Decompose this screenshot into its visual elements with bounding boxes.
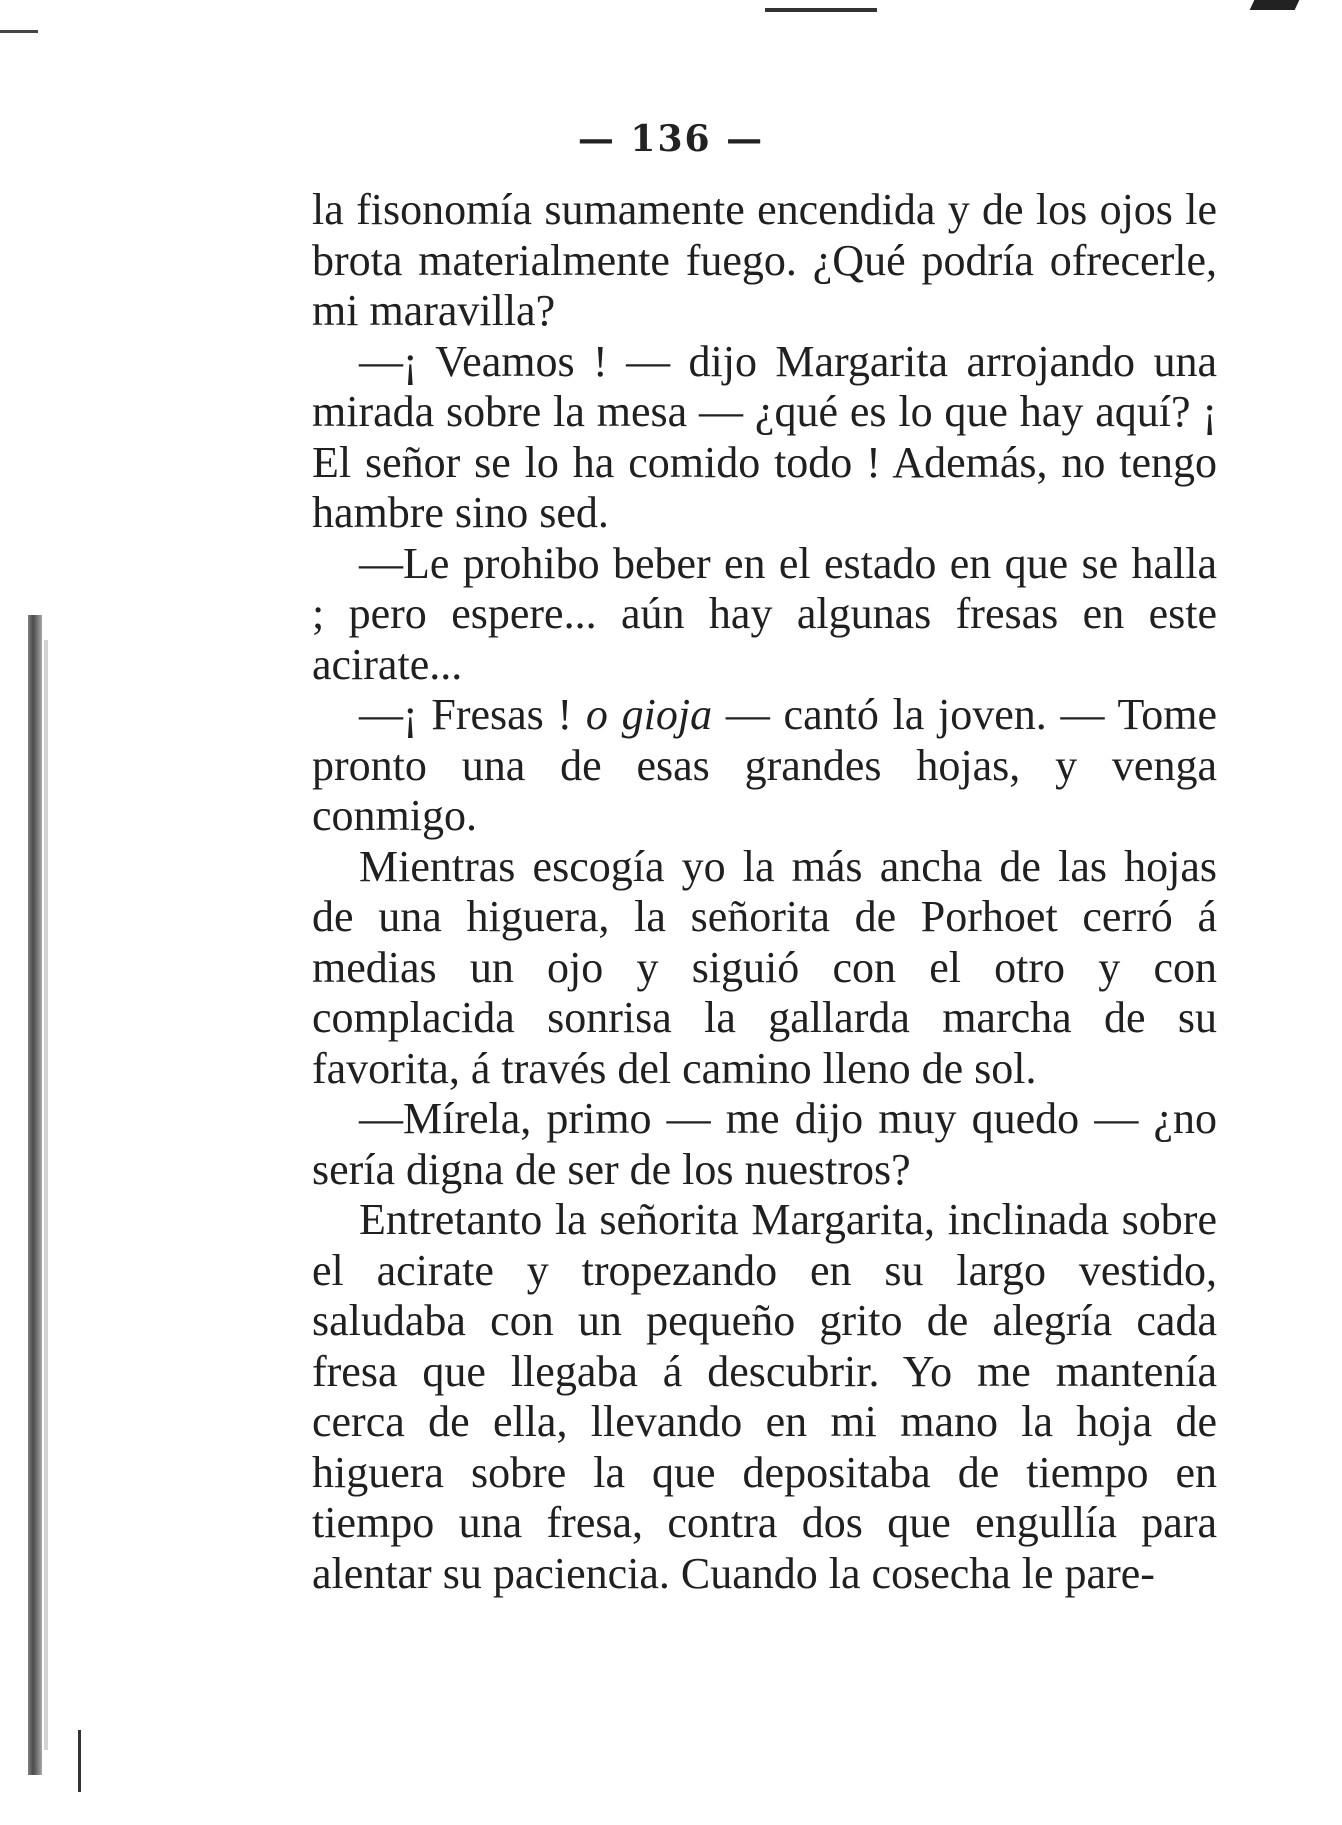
- text-run: Mientras escogía yo la más ancha de las hojas de una higuera, la señorita de Porhoet cerró á medias un ojo y siguió con el otro y con complacida sonrisa la gallarda marcha de su favorita, á través del camino lleno de sol.: [312, 841, 1217, 1093]
- paragraph-3: [312, 539, 1217, 691]
- paragraph-2: [312, 337, 1217, 539]
- paragraph-6: [312, 1094, 1217, 1195]
- text-run: —Mírela, primo — me dijo muy quedo — ¿no sería digna de ser de los nuestros?: [312, 1094, 1217, 1194]
- scan-mark-top-left: [0, 30, 38, 33]
- text-run: Entretanto la señorita Margarita, inclinada sobre el acirate y tropezando en su largo vestido, saludaba con un pequeño grito de alegría cada fresa que llegaba á descubrir. Yo me mantenía cerca de ella, llevando en mi mano la hoja de higuera sobre la que depositaba de tiempo en tiempo una fresa, contra dos que engullía para alentar su paciencia. Cuando la cosecha le pare-: [312, 1195, 1217, 1598]
- italic-text: o gioja: [585, 690, 713, 739]
- paragraph-1: [312, 185, 1217, 337]
- scan-binding-edge: [28, 615, 42, 1775]
- scan-binding-edge-shadow: [44, 640, 48, 1750]
- paragraph-5: [312, 842, 1217, 1095]
- scan-mark-bottom: [78, 1730, 81, 1792]
- text-run: — cantó la joven. — Tome pronto una de esas grandes hojas, y venga conmigo.: [312, 690, 1218, 840]
- text-run: —¡ Veamos ! — dijo Margarita arrojando una mirada sobre la mesa — ¿qué es lo que hay aquí? ¡ El señor se lo ha comido todo ! Además, no tengo hambre sino sed.: [312, 336, 1217, 537]
- paragraph-4: [312, 690, 1217, 842]
- text-run: la fisonomía sumamente encendida y de los ojos le brota materialmente fuego. ¿Qué podría ofrecerle, mi maravilla?: [312, 185, 1217, 335]
- scan-mark-top: [765, 8, 877, 12]
- scan-mark-top-right: [1250, 0, 1300, 10]
- text-run: —Le prohibo beber en el estado en que se halla ; pero espere... aún hay algunas fresas en este acirate...: [312, 538, 1217, 689]
- page-number: — 136 —: [577, 118, 765, 160]
- page-body: [312, 185, 1217, 1599]
- paragraph-7: [312, 1195, 1217, 1599]
- text-run: —¡ Fresas !: [359, 690, 586, 739]
